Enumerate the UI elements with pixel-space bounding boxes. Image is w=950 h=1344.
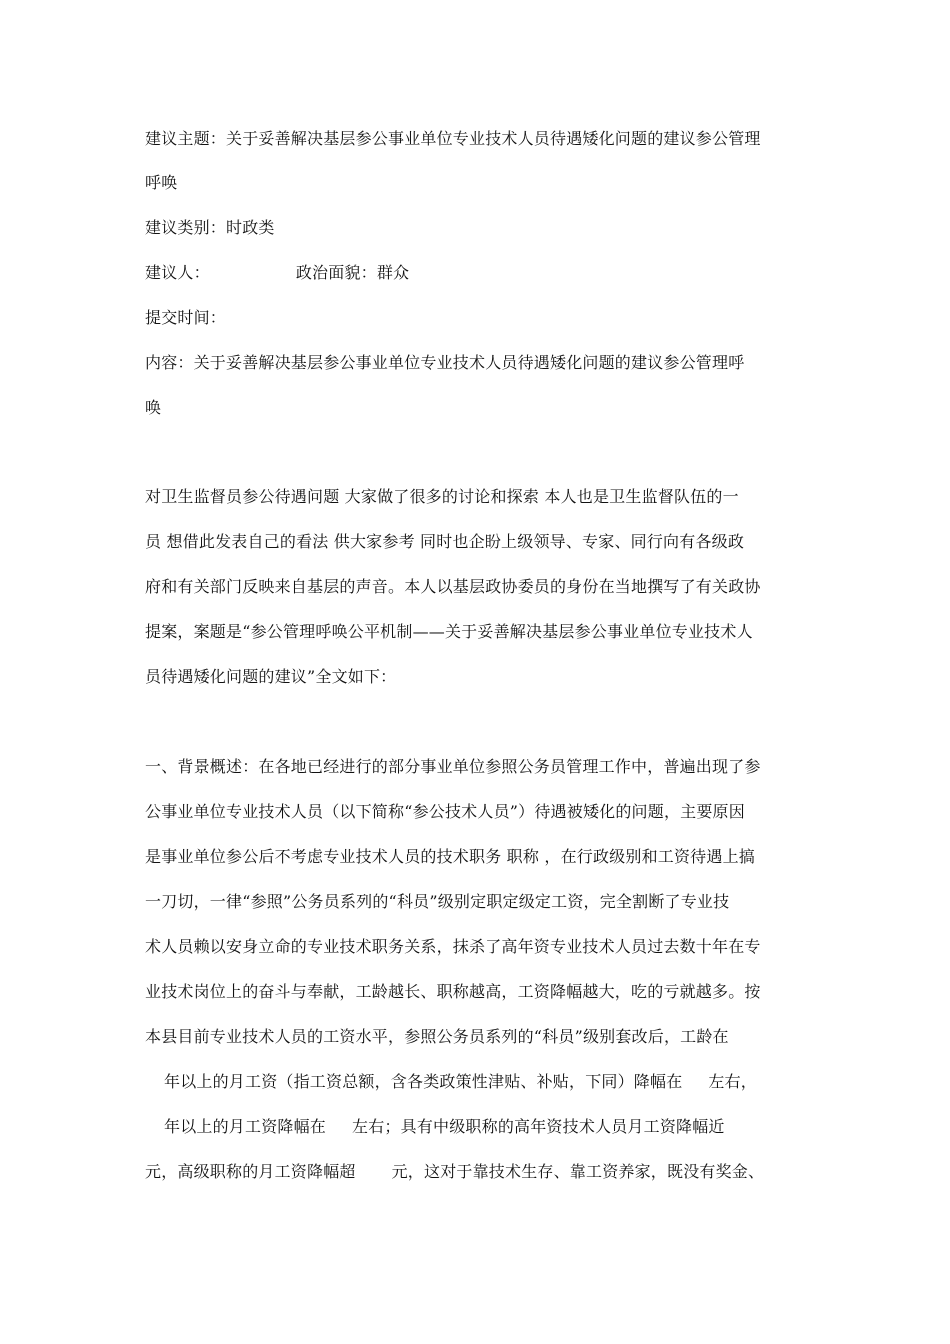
background-line-6: 业技术岗位上的奋斗与奉献，工龄越长、职称越高，工资降幅越大，吃的亏就越多。按 xyxy=(145,982,761,1001)
background-line-7: 本县目前专业技术人员的工资水平，参照公务员系列的“科员”级别套改后，工龄在 xyxy=(145,1027,729,1046)
background-line-5: 术人员赖以安身立命的专业技术职务关系，抹杀了高年资专业技术人员过去数十年在专 xyxy=(145,937,761,956)
background-line-2: 公事业单位专业技术人员（以下简称“参公技术人员”）待遇被矮化的问题，主要原因 xyxy=(145,802,745,821)
background-line-10-b: 元，这对于靠技术生存、靠工资养家，既没有奖金、 xyxy=(391,1162,765,1181)
intro-line-3: 府和有关部门反映来自基层的声音。本人以基层政协委员的身份在当地撰写了有关政协 xyxy=(145,577,761,596)
category-line: 建议类别：时政类 xyxy=(145,218,275,237)
intro-line-2: 员 想借此发表自己的看法 供大家参考 同时也企盼上级领导、专家、同行向有各级政 xyxy=(145,532,745,551)
submit-time-label: 提交时间： xyxy=(145,308,227,327)
background-line-4: 一刀切，一律“参照”公务员系列的“科员”级别定职定级定工资，完全割断了专业技 xyxy=(145,892,730,911)
background-line-1: 一、背景概述：在各地已经进行的部分事业单位参照公务员管理工作中，普遍出现了参 xyxy=(145,757,761,776)
content-line-2: 唤 xyxy=(145,398,162,417)
background-line-8-b: 左右， xyxy=(708,1072,758,1091)
background-line-10 xyxy=(145,1162,764,1182)
content-line-1: 内容：关于妥善解决基层参公事业单位专业技术人员待遇矮化问题的建议参公管理呼 xyxy=(145,353,745,372)
proposer-label: 建议人： xyxy=(145,263,210,282)
background-line-3: 是事业单位参公后不考虑专业技术人员的技术职务 职称 ，在行政级别和工资待遇上搞 xyxy=(145,847,755,866)
background-line-10-a: 元，高级职称的月工资降幅超 xyxy=(145,1162,356,1181)
background-line-9 xyxy=(145,1117,725,1137)
background-line-8 xyxy=(145,1072,757,1092)
political-status: 政治面貌：群众 xyxy=(295,263,410,282)
intro-line-5: 员待遇矮化问题的建议”全文如下： xyxy=(145,667,397,686)
proposer-line xyxy=(145,263,409,283)
background-line-8-a: 年以上的月工资（指工资总额，含各类政策性津贴、补贴，下同）降幅在 xyxy=(164,1072,683,1091)
intro-line-4: 提案，案题是“参公管理呼唤公平机制——关于妥善解决基层参公事业单位专业技术人 xyxy=(145,622,753,641)
background-line-9-a: 年以上的月工资降幅在 xyxy=(164,1117,327,1136)
intro-line-1: 对卫生监督员参公待遇问题 大家做了很多的讨论和探索 本人也是卫生监督队伍的一 xyxy=(145,487,739,506)
topic-line-2: 呼唤 xyxy=(145,173,178,192)
background-line-9-b: 左右；具有中级职称的高年资技术人员月工资降幅近 xyxy=(352,1117,725,1136)
topic-line-1: 建议主题：关于妥善解决基层参公事业单位专业技术人员待遇矮化问题的建议参公管理 xyxy=(145,129,761,148)
